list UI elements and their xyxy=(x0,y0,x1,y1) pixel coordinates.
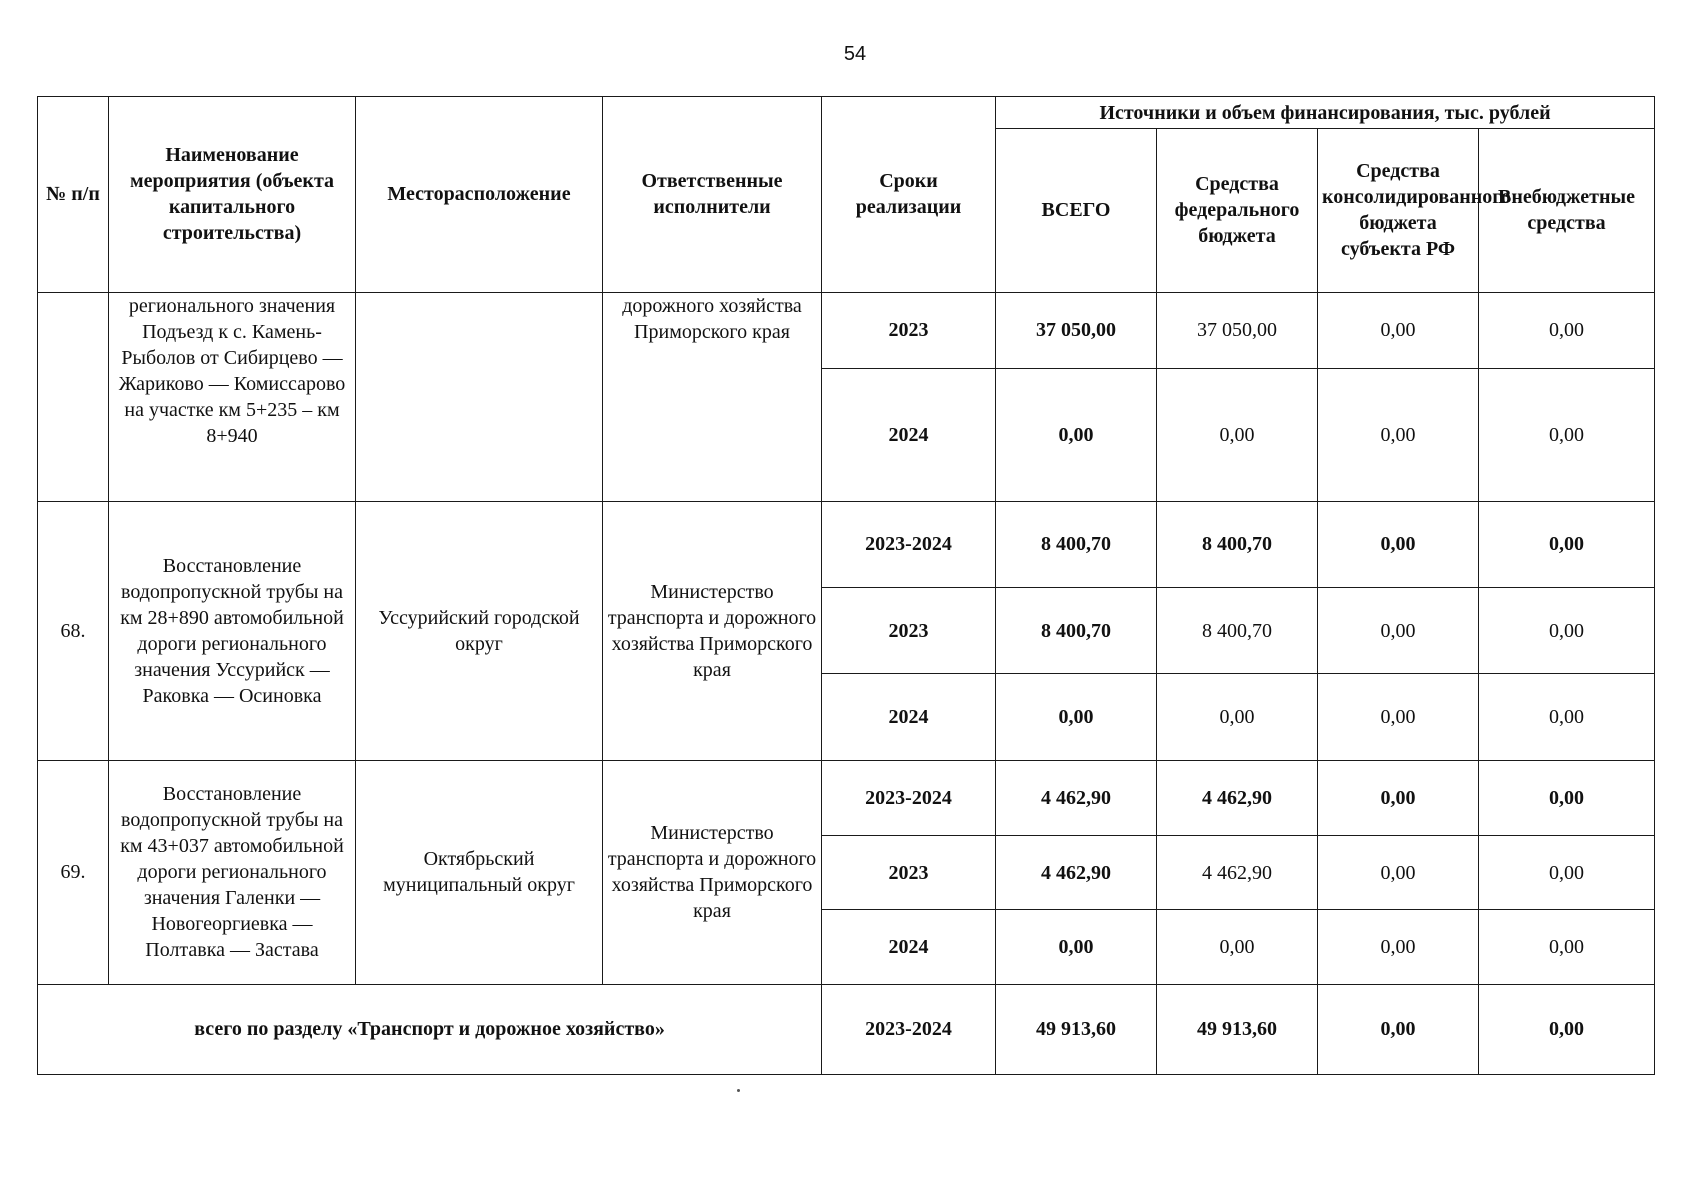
page-number: 54 xyxy=(843,43,867,65)
table-row xyxy=(38,760,1655,835)
header-row-1 xyxy=(38,97,1655,129)
row-period: 2024 xyxy=(822,369,996,502)
row-federal: 4 462,90 xyxy=(1157,835,1318,909)
summary-period: 2023-2024 xyxy=(822,984,996,1074)
row-period: 2023-2024 xyxy=(822,760,996,835)
summary-federal: 49 913,60 xyxy=(1157,984,1318,1074)
row-period: 2023 xyxy=(822,587,996,673)
row-extra: 0,00 xyxy=(1479,369,1655,502)
row-location xyxy=(356,292,603,501)
header-total: ВСЕГО xyxy=(996,129,1157,293)
row-total: 8 400,70 xyxy=(996,501,1157,587)
summary-row xyxy=(38,984,1655,1074)
header-regional: Средства консолидированного бюджета субъекта РФ xyxy=(1318,129,1479,293)
summary-extra: 0,00 xyxy=(1479,984,1655,1074)
row-federal: 4 462,90 xyxy=(1157,760,1318,835)
row-num: 68. xyxy=(38,501,109,760)
header-location: Месторасположение xyxy=(356,97,603,293)
row-regional: 0,00 xyxy=(1318,292,1479,368)
row-federal: 0,00 xyxy=(1157,674,1318,760)
row-extra: 0,00 xyxy=(1479,910,1655,984)
summary-regional: 0,00 xyxy=(1318,984,1479,1074)
row-federal: 8 400,70 xyxy=(1157,501,1318,587)
row-extra: 0,00 xyxy=(1479,587,1655,673)
row-responsible: дорожного хозяйства Приморского края xyxy=(603,292,822,501)
row-total: 37 050,00 xyxy=(996,292,1157,368)
table-row xyxy=(38,501,1655,587)
header-funding-group: Источники и объем финансирования, тыс. рублей xyxy=(996,97,1655,129)
summary-label: всего по разделу «Транспорт и дорожное хозяйство» xyxy=(38,984,822,1074)
row-extra: 0,00 xyxy=(1479,760,1655,835)
row-location: Октябрьский муниципальный округ xyxy=(356,760,603,984)
row-name: Восстановление водопропускной трубы на км 43+037 автомобильной дороги регионального значения Галенки — Новогеоргиевка — Полтавка — Застава xyxy=(109,760,356,984)
row-num: 69. xyxy=(38,760,109,984)
row-regional: 0,00 xyxy=(1318,369,1479,502)
row-responsible: Министерство транспорта и дорожного хозяйства Приморского края xyxy=(603,501,822,760)
row-period: 2024 xyxy=(822,910,996,984)
table-row xyxy=(38,292,1655,368)
row-name: регионального значения Подъезд к с. Камень-Рыболов от Сибирцево — Жариково — Комиссарово на участке км 5+235 – км 8+940 xyxy=(109,292,356,501)
row-regional: 0,00 xyxy=(1318,674,1479,760)
row-period: 2024 xyxy=(822,674,996,760)
row-regional: 0,00 xyxy=(1318,587,1479,673)
row-extra: 0,00 xyxy=(1479,835,1655,909)
row-federal: 0,00 xyxy=(1157,369,1318,502)
row-federal: 37 050,00 xyxy=(1157,292,1318,368)
row-total: 0,00 xyxy=(996,910,1157,984)
row-total: 0,00 xyxy=(996,674,1157,760)
row-extra: 0,00 xyxy=(1479,501,1655,587)
row-responsible: Министерство транспорта и дорожного хозяйства Приморского края xyxy=(603,760,822,984)
row-location: Уссурийский городской округ xyxy=(356,501,603,760)
row-total: 4 462,90 xyxy=(996,760,1157,835)
row-period: 2023 xyxy=(822,292,996,368)
row-federal: 8 400,70 xyxy=(1157,587,1318,673)
financing-table xyxy=(37,96,1655,1075)
row-total: 0,00 xyxy=(996,369,1157,502)
row-num xyxy=(38,292,109,501)
row-total: 8 400,70 xyxy=(996,587,1157,673)
summary-total: 49 913,60 xyxy=(996,984,1157,1074)
header-federal: Средства федерального бюджета xyxy=(1157,129,1318,293)
row-regional: 0,00 xyxy=(1318,835,1479,909)
header-num: № п/п xyxy=(38,97,109,293)
header-name: Наименование мероприятия (объекта капитального строительства) xyxy=(109,97,356,293)
header-extrabudget: Внебюджетные средства xyxy=(1479,129,1655,293)
row-extra: 0,00 xyxy=(1479,674,1655,760)
header-responsible: Ответственные исполнители xyxy=(603,97,822,293)
row-period: 2023-2024 xyxy=(822,501,996,587)
row-extra: 0,00 xyxy=(1479,292,1655,368)
header-period: Сроки реализации xyxy=(822,97,996,293)
scan-speck xyxy=(737,1089,740,1092)
row-federal: 0,00 xyxy=(1157,910,1318,984)
row-regional: 0,00 xyxy=(1318,760,1479,835)
row-regional: 0,00 xyxy=(1318,910,1479,984)
row-regional: 0,00 xyxy=(1318,501,1479,587)
row-name: Восстановление водопропускной трубы на км 28+890 автомобильной дороги регионального значения Уссурийск — Раковка — Осиновка xyxy=(109,501,356,760)
row-total: 4 462,90 xyxy=(996,835,1157,909)
row-period: 2023 xyxy=(822,835,996,909)
